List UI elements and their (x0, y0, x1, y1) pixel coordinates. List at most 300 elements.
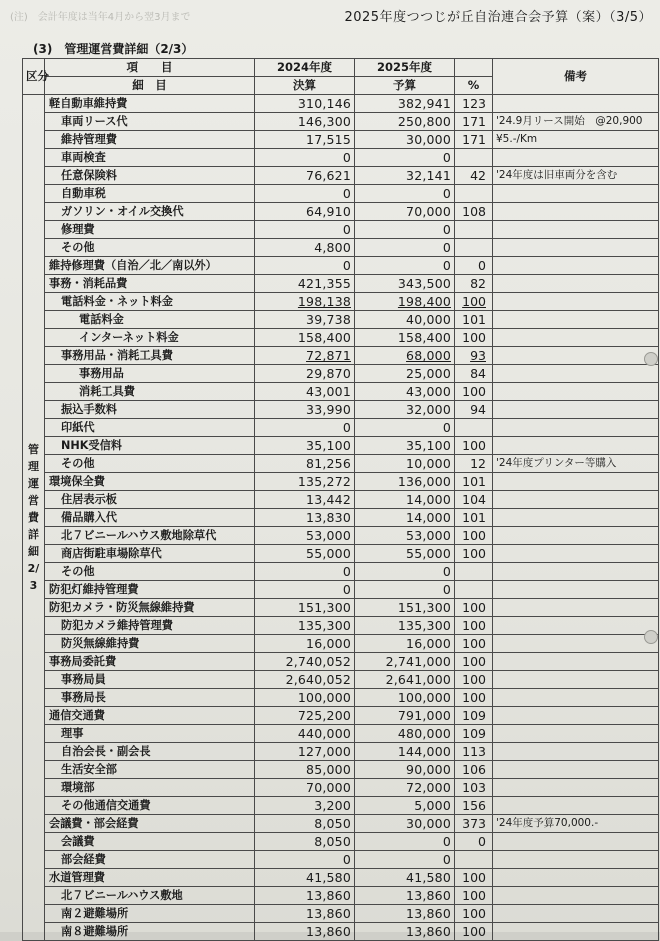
row-label: 事務用品 (45, 365, 255, 383)
value-2025: 382,941 (355, 95, 455, 113)
row-label: 車両検査 (45, 149, 255, 167)
section-title: (3) 管理運営費詳細（2/3） (33, 42, 194, 56)
percent-value: 113 (455, 743, 493, 761)
value-2024: 100,000 (255, 689, 355, 707)
note-text (493, 599, 659, 617)
row-label: インターネット料金 (45, 329, 255, 347)
side-category-text: 管理運営費詳細2/3 (27, 443, 40, 592)
value-2025: 0 (355, 833, 455, 851)
percent-value: 101 (455, 473, 493, 491)
value-2025: 144,000 (355, 743, 455, 761)
value-2024: 53,000 (255, 527, 355, 545)
value-2024: 72,871 (255, 347, 355, 365)
value-2024: 41,580 (255, 869, 355, 887)
percent-value: 12 (455, 455, 493, 473)
row-label: 自動車税 (45, 185, 255, 203)
row-label: 自治会長・副会長 (45, 743, 255, 761)
value-2025: 480,000 (355, 725, 455, 743)
percent-value: 100 (455, 329, 493, 347)
row-label: 維持管理費 (45, 131, 255, 149)
percent-value: 94 (455, 401, 493, 419)
row-label: 環境保全費 (45, 473, 255, 491)
value-2025: 55,000 (355, 545, 455, 563)
value-2025: 0 (355, 239, 455, 257)
percent-value: 103 (455, 779, 493, 797)
value-2025: 0 (355, 185, 455, 203)
value-2024: 135,300 (255, 617, 355, 635)
table-row (23, 455, 659, 473)
table-row (23, 203, 659, 221)
row-label: 電話料金・ネット料金 (45, 293, 255, 311)
table-row (23, 293, 659, 311)
value-2025: 0 (355, 581, 455, 599)
pct-header: % (455, 77, 493, 95)
value-2024: 16,000 (255, 635, 355, 653)
row-label: 事務局委託費 (45, 653, 255, 671)
row-label: 防災無線維持費 (45, 635, 255, 653)
value-2025: 136,000 (355, 473, 455, 491)
table-row (23, 95, 659, 113)
table-row (23, 815, 659, 833)
value-2025: 158,400 (355, 329, 455, 347)
row-label: 部会経費 (45, 851, 255, 869)
value-2024: 158,400 (255, 329, 355, 347)
value-2025: 250,800 (355, 113, 455, 131)
table-row (23, 725, 659, 743)
value-2024: 0 (255, 419, 355, 437)
value-2024: 151,300 (255, 599, 355, 617)
table-row (23, 491, 659, 509)
note-text (493, 401, 659, 419)
percent-value: 156 (455, 797, 493, 815)
value-2025: 0 (355, 257, 455, 275)
table-row (23, 527, 659, 545)
percent-value: 100 (455, 869, 493, 887)
row-label: その他 (45, 239, 255, 257)
note-text (493, 473, 659, 491)
row-label: 消耗工具費 (45, 383, 255, 401)
value-2024: 29,870 (255, 365, 355, 383)
table-row (23, 761, 659, 779)
note-text (493, 203, 659, 221)
percent-value: 171 (455, 113, 493, 131)
percent-value: 100 (455, 437, 493, 455)
value-2025: 32,141 (355, 167, 455, 185)
value-2024: 85,000 (255, 761, 355, 779)
value-2024: 135,272 (255, 473, 355, 491)
percent-value (455, 419, 493, 437)
row-label: 通信交通費 (45, 707, 255, 725)
punch-hole (644, 630, 658, 644)
note-text (493, 617, 659, 635)
value-2024: 43,001 (255, 383, 355, 401)
value-2025: 30,000 (355, 131, 455, 149)
value-2024: 4,800 (255, 239, 355, 257)
table-row (23, 509, 659, 527)
note-text: '24.9月リース開始 @20,900 (493, 113, 659, 131)
note-text: ¥5.-/Km (493, 131, 659, 149)
value-2024: 146,300 (255, 113, 355, 131)
row-label: 維持修理費（自治／北／南以外） (45, 257, 255, 275)
value-2025: 30,000 (355, 815, 455, 833)
value-2025: 151,300 (355, 599, 455, 617)
value-2024: 310,146 (255, 95, 355, 113)
row-label: 商店街駐車場除草代 (45, 545, 255, 563)
table-row (23, 851, 659, 869)
value-2024: 440,000 (255, 725, 355, 743)
table-row (23, 365, 659, 383)
row-label: 印紙代 (45, 419, 255, 437)
row-label: 南８避難場所 (45, 923, 255, 941)
note-text (493, 383, 659, 401)
value-2024: 33,990 (255, 401, 355, 419)
value-2025: 0 (355, 221, 455, 239)
value-2024: 0 (255, 257, 355, 275)
table-row (23, 113, 659, 131)
value-2025: 14,000 (355, 509, 455, 527)
value-2024: 70,000 (255, 779, 355, 797)
percent-value: 101 (455, 311, 493, 329)
percent-value (455, 581, 493, 599)
note-text (493, 275, 659, 293)
table-row (23, 275, 659, 293)
table-row (23, 311, 659, 329)
row-label: 環境部 (45, 779, 255, 797)
value-2025: 791,000 (355, 707, 455, 725)
row-label: 会議費 (45, 833, 255, 851)
y2024-header: 2024年度 (255, 59, 355, 77)
note-text (493, 581, 659, 599)
budget-table (22, 58, 659, 941)
note-text (493, 707, 659, 725)
table-row (23, 563, 659, 581)
table-row (23, 131, 659, 149)
value-2025: 5,000 (355, 797, 455, 815)
row-label: 備品購入代 (45, 509, 255, 527)
value-2024: 39,738 (255, 311, 355, 329)
table-row (23, 581, 659, 599)
row-label: 電話料金 (45, 311, 255, 329)
notes-header: 備考 (493, 59, 659, 95)
value-2024: 0 (255, 185, 355, 203)
row-label: 事務局員 (45, 671, 255, 689)
value-2024: 2,740,052 (255, 653, 355, 671)
percent-value (455, 851, 493, 869)
note-text (493, 347, 659, 365)
note-text (493, 185, 659, 203)
value-2024: 725,200 (255, 707, 355, 725)
row-label: その他 (45, 563, 255, 581)
row-label: 北７ビニールハウス敷地除草代 (45, 527, 255, 545)
table-row (23, 239, 659, 257)
table-row (23, 833, 659, 851)
percent-value: 100 (455, 887, 493, 905)
percent-value: 100 (455, 293, 493, 311)
table-row (23, 383, 659, 401)
row-label: 振込手数料 (45, 401, 255, 419)
table-row (23, 545, 659, 563)
table-row (23, 167, 659, 185)
note-text (493, 329, 659, 347)
item-header: 項 目 (45, 59, 255, 77)
punch-hole (644, 352, 658, 366)
percent-value: 100 (455, 905, 493, 923)
table-row (23, 797, 659, 815)
percent-value: 100 (455, 671, 493, 689)
percent-value: 93 (455, 347, 493, 365)
table-row (23, 779, 659, 797)
value-2025: 2,641,000 (355, 671, 455, 689)
percent-value: 42 (455, 167, 493, 185)
percent-value: 82 (455, 275, 493, 293)
value-2024: 2,640,052 (255, 671, 355, 689)
table-row (23, 473, 659, 491)
note-text (493, 491, 659, 509)
note-text (493, 869, 659, 887)
note-text (493, 635, 659, 653)
value-2025: 13,860 (355, 923, 455, 941)
percent-value (455, 563, 493, 581)
value-2025: 10,000 (355, 455, 455, 473)
value-2024: 127,000 (255, 743, 355, 761)
value-2025: 198,400 (355, 293, 455, 311)
table-row (23, 347, 659, 365)
row-label: 修理費 (45, 221, 255, 239)
percent-value: 104 (455, 491, 493, 509)
note-text (493, 95, 659, 113)
value-2025: 13,860 (355, 905, 455, 923)
note-text: '24年度は旧車両分を含む (493, 167, 659, 185)
document-header: 2025年度つつじが丘自治連合会予算（案）（3/5） (344, 10, 652, 25)
row-label: その他通信交通費 (45, 797, 255, 815)
value-2024: 76,621 (255, 167, 355, 185)
percent-value: 373 (455, 815, 493, 833)
value-2025: 14,000 (355, 491, 455, 509)
value-2024: 13,830 (255, 509, 355, 527)
note-text (493, 851, 659, 869)
note-text (493, 725, 659, 743)
value-2024: 81,256 (255, 455, 355, 473)
table-row (23, 437, 659, 455)
value-2025: 35,100 (355, 437, 455, 455)
value-2024: 35,100 (255, 437, 355, 455)
value-2025: 16,000 (355, 635, 455, 653)
percent-value: 100 (455, 599, 493, 617)
row-label: 車両リース代 (45, 113, 255, 131)
value-2025: 72,000 (355, 779, 455, 797)
pct-header-blank (455, 59, 493, 77)
value-2024: 13,442 (255, 491, 355, 509)
value-2025: 25,000 (355, 365, 455, 383)
value-2024: 198,138 (255, 293, 355, 311)
percent-value: 106 (455, 761, 493, 779)
percent-value (455, 221, 493, 239)
percent-value: 123 (455, 95, 493, 113)
row-label: 事務局長 (45, 689, 255, 707)
note-text (493, 563, 659, 581)
note-text (493, 311, 659, 329)
row-label: 防犯灯維持管理費 (45, 581, 255, 599)
row-label: ガソリン・オイル交換代 (45, 203, 255, 221)
value-2025: 0 (355, 563, 455, 581)
note-text (493, 671, 659, 689)
row-label: その他 (45, 455, 255, 473)
note-text (493, 743, 659, 761)
row-label: 南２避難場所 (45, 905, 255, 923)
row-label: 住居表示板 (45, 491, 255, 509)
value-2025: 100,000 (355, 689, 455, 707)
value-2025: 0 (355, 149, 455, 167)
note-text: '24年度予算70,000.- (493, 815, 659, 833)
subitem-header: 細 目 (45, 77, 255, 95)
table-row (23, 707, 659, 725)
row-label: 防犯カメラ維持管理費 (45, 617, 255, 635)
note-text (493, 149, 659, 167)
value-2024: 13,860 (255, 887, 355, 905)
percent-value: 100 (455, 689, 493, 707)
value-2024: 0 (255, 581, 355, 599)
value-2024: 8,050 (255, 815, 355, 833)
note-text (493, 923, 659, 941)
table-row (23, 149, 659, 167)
note-text (493, 221, 659, 239)
table-row (23, 221, 659, 239)
header-row-1 (23, 59, 659, 77)
percent-value: 108 (455, 203, 493, 221)
table-row (23, 905, 659, 923)
value-2025: 53,000 (355, 527, 455, 545)
percent-value: 100 (455, 635, 493, 653)
row-label: 防犯カメラ・防災無線維持費 (45, 599, 255, 617)
percent-value: 171 (455, 131, 493, 149)
row-label: 軽自動車維持費 (45, 95, 255, 113)
value-2024: 3,200 (255, 797, 355, 815)
row-label: 事務用品・消耗工具費 (45, 347, 255, 365)
table-row (23, 185, 659, 203)
table-row (23, 671, 659, 689)
table-row (23, 419, 659, 437)
value-2025: 41,580 (355, 869, 455, 887)
table-row (23, 887, 659, 905)
note-text (493, 689, 659, 707)
note-text (493, 527, 659, 545)
percent-value (455, 185, 493, 203)
table-row (23, 923, 659, 941)
value-2024: 13,860 (255, 923, 355, 941)
value-2024: 0 (255, 851, 355, 869)
percent-value (455, 149, 493, 167)
value-2025: 43,000 (355, 383, 455, 401)
value-2024: 17,515 (255, 131, 355, 149)
value-2025: 32,000 (355, 401, 455, 419)
value-2025: 135,300 (355, 617, 455, 635)
y2024-sub-header: 決算 (255, 77, 355, 95)
value-2024: 55,000 (255, 545, 355, 563)
value-2024: 421,355 (255, 275, 355, 293)
percent-value: 100 (455, 545, 493, 563)
value-2024: 13,860 (255, 905, 355, 923)
value-2024: 0 (255, 563, 355, 581)
y2025-header: 2025年度 (355, 59, 455, 77)
bleed-through-text: (注) 会計年度は当年4月から翌3月まで (10, 12, 191, 23)
value-2025: 90,000 (355, 761, 455, 779)
note-text (493, 653, 659, 671)
note-text (493, 437, 659, 455)
note-text (493, 887, 659, 905)
table-row (23, 635, 659, 653)
value-2024: 0 (255, 221, 355, 239)
percent-value: 101 (455, 509, 493, 527)
table-row (23, 869, 659, 887)
y2025-sub-header: 予算 (355, 77, 455, 95)
percent-value: 109 (455, 725, 493, 743)
table-row (23, 329, 659, 347)
value-2025: 13,860 (355, 887, 455, 905)
row-label: 生活安全部 (45, 761, 255, 779)
value-2025: 0 (355, 419, 455, 437)
percent-value: 100 (455, 653, 493, 671)
note-text (493, 779, 659, 797)
value-2024: 8,050 (255, 833, 355, 851)
row-label: 水道管理費 (45, 869, 255, 887)
percent-value: 100 (455, 383, 493, 401)
note-text (493, 365, 659, 383)
row-label: 事務・消耗品費 (45, 275, 255, 293)
value-2025: 40,000 (355, 311, 455, 329)
note-text: '24年度プリンター等購入 (493, 455, 659, 473)
percent-value: 100 (455, 617, 493, 635)
note-text (493, 545, 659, 563)
value-2024: 64,910 (255, 203, 355, 221)
row-label: 任意保険料 (45, 167, 255, 185)
table-row (23, 653, 659, 671)
note-text (493, 257, 659, 275)
row-label: 理事 (45, 725, 255, 743)
note-text (493, 761, 659, 779)
table-row (23, 689, 659, 707)
value-2025: 70,000 (355, 203, 455, 221)
note-text (493, 833, 659, 851)
kubun-header: 区分 (23, 59, 45, 95)
row-label: 北７ビニールハウス敷地 (45, 887, 255, 905)
percent-value (455, 239, 493, 257)
note-text (493, 419, 659, 437)
note-text (493, 797, 659, 815)
percent-value: 84 (455, 365, 493, 383)
note-text (493, 239, 659, 257)
percent-value: 100 (455, 527, 493, 545)
value-2025: 68,000 (355, 347, 455, 365)
value-2025: 2,741,000 (355, 653, 455, 671)
value-2025: 0 (355, 851, 455, 869)
row-label: NHK受信料 (45, 437, 255, 455)
table-row (23, 599, 659, 617)
note-text (493, 293, 659, 311)
table-row (23, 401, 659, 419)
value-2024: 0 (255, 149, 355, 167)
side-category-label (23, 95, 45, 941)
percent-value: 100 (455, 923, 493, 941)
percent-value: 109 (455, 707, 493, 725)
value-2025: 343,500 (355, 275, 455, 293)
table-row (23, 743, 659, 761)
note-text (493, 509, 659, 527)
note-text (493, 905, 659, 923)
percent-value: 0 (455, 833, 493, 851)
percent-value: 0 (455, 257, 493, 275)
row-label: 会議費・部会経費 (45, 815, 255, 833)
table-row (23, 617, 659, 635)
